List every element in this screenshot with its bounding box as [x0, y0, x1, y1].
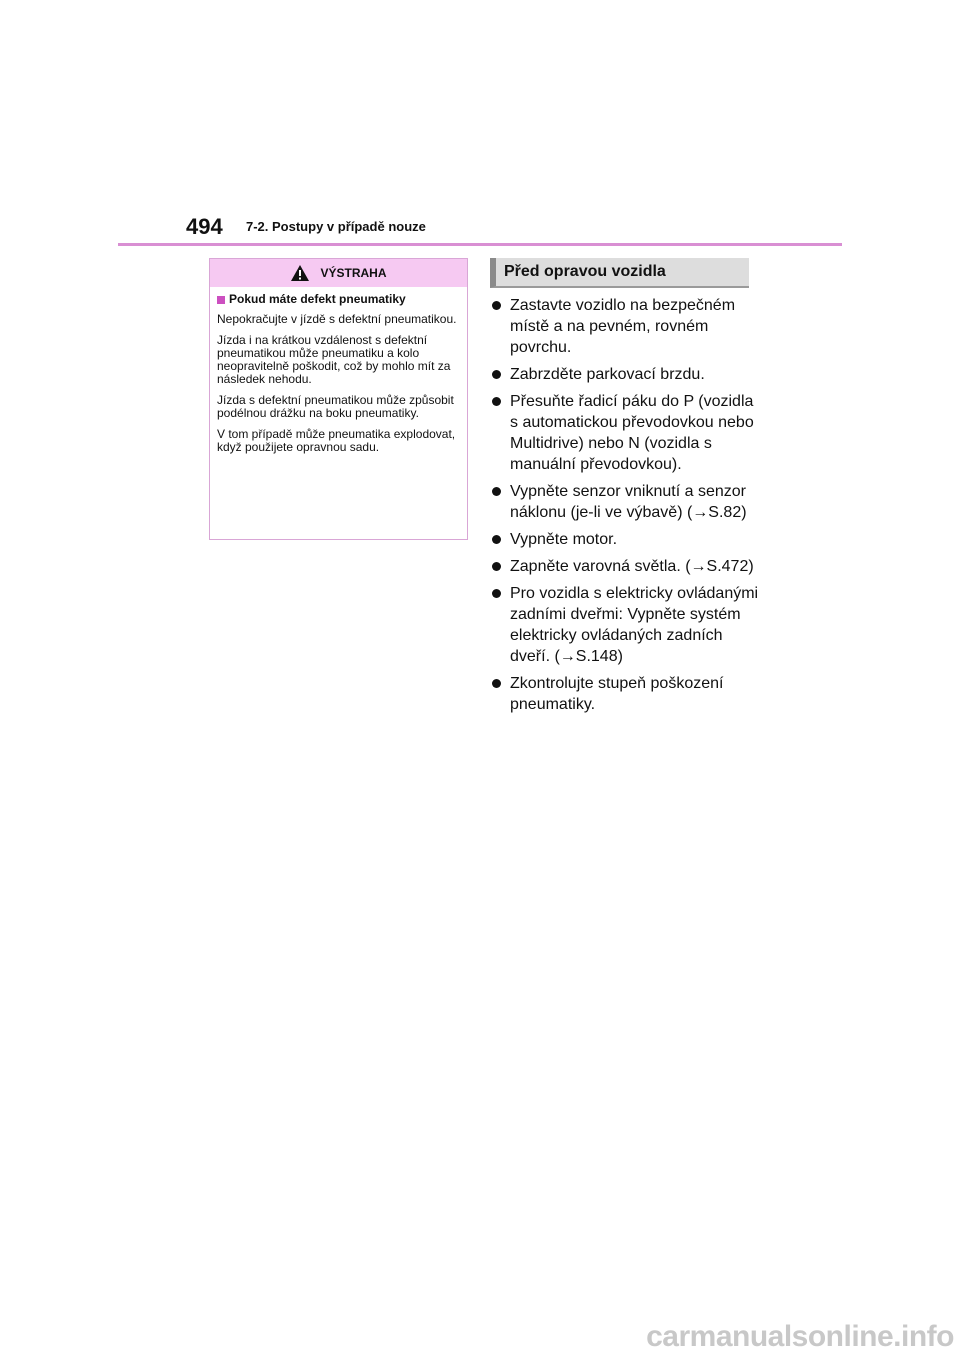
list-item [490, 364, 760, 385]
page-number: 494 [186, 214, 223, 239]
list-item [490, 391, 760, 475]
bullet-dot-icon [492, 301, 501, 310]
warning-title: VÝSTRAHA [320, 266, 387, 280]
bullet-dot-icon [492, 562, 501, 571]
bullet-dot-icon [492, 589, 501, 598]
list-item [490, 529, 760, 550]
warning-subheading-text: Pokud máte defekt pneumatiky [229, 292, 406, 306]
warning-subheading [217, 293, 460, 306]
list-item-text: Zabrzděte parkovací brzdu. [510, 366, 705, 383]
list-item-text: Zapněte varovná světla. (→S.472) [510, 558, 754, 575]
bullet-dot-icon [492, 535, 501, 544]
list-item-text: Vypněte motor. [510, 531, 618, 548]
list-item-text: Zastavte vozidlo na bezpečném místě a na pevném, rovném povrchu. [510, 297, 736, 356]
list-item [490, 583, 760, 667]
procedure-list [490, 295, 760, 721]
bullet-dot-icon [492, 397, 501, 406]
warning-paragraph: V tom případě může pneumatika explodovat, když použijete opravnou sadu. [217, 427, 456, 454]
bullet-dot-icon [492, 679, 501, 688]
list-item-text: Pro vozidla s elektricky ovládanými zadními dveřmi: Vypněte systém elektricky ovládaných zadních dveří. (→S.148) [510, 585, 759, 665]
section-title: 7-2. Postupy v případě nouze [246, 219, 426, 234]
header-rule [118, 243, 842, 246]
warning-paragraph: Nepokračujte v jízdě s defektní pneumatikou. [217, 312, 457, 326]
warning-header [210, 259, 467, 287]
warning-body [210, 287, 467, 454]
square-bullet-icon [217, 296, 225, 304]
warning-triangle-icon [290, 264, 310, 282]
list-item-text: Zkontrolujte stupeň poškození pneumatiky. [510, 675, 724, 713]
list-item [490, 673, 760, 715]
watermark: carmanualsonline.info [646, 1320, 954, 1353]
section-heading: Před opravou vozidla [490, 258, 749, 288]
list-item [490, 295, 760, 358]
list-item-text: Přesuňte řadicí páku do P (vozidla s automatickou převodovkou nebo Multidrive) nebo N (vozidla s manuální převodovkou). [510, 393, 754, 473]
warning-box [209, 258, 468, 540]
bullet-dot-icon [492, 370, 501, 379]
warning-paragraph: Jízda s defektní pneumatikou může způsobit podélnou drážku na boku pneumatiky. [217, 393, 454, 420]
warning-paragraph: Jízda i na krátkou vzdálenost s defektní pneumatikou může pneumatiku a kolo neopravitelně poškodit, což by mohlo mít za následek nehodu. [217, 333, 451, 386]
list-item [490, 481, 760, 523]
list-item-text: Vypněte senzor vniknutí a senzor náklonu (je-li ve výbavě) (→S.82) [510, 483, 747, 521]
list-item [490, 556, 760, 577]
bullet-dot-icon [492, 487, 501, 496]
